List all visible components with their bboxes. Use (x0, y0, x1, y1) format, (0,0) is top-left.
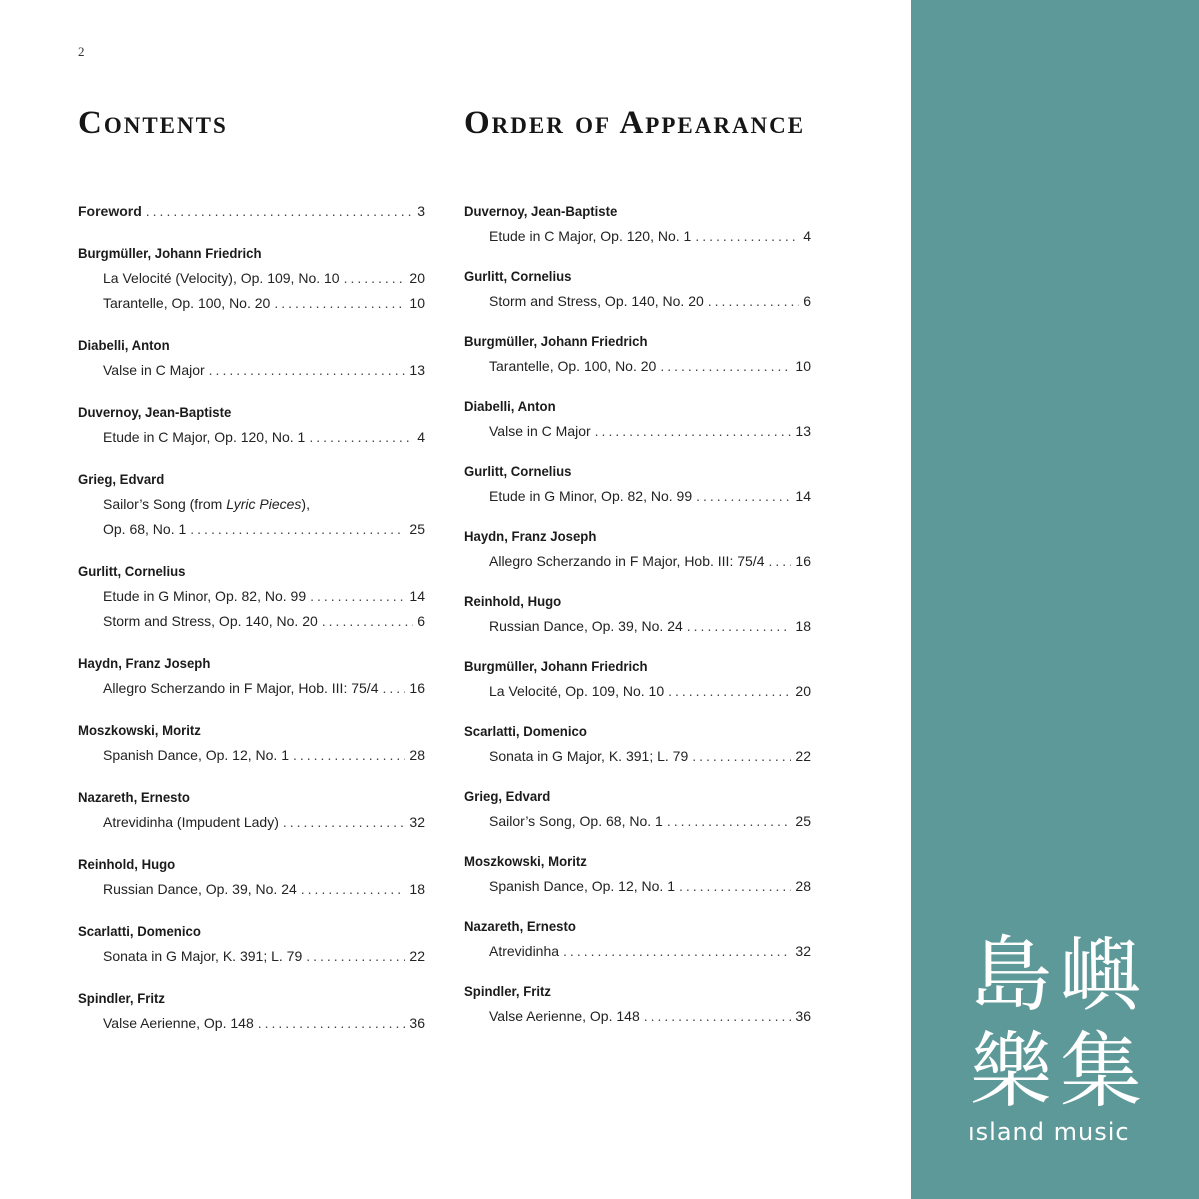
dot-leader (344, 266, 406, 291)
page-ref: 13 (795, 423, 811, 439)
piece-entry (464, 289, 811, 314)
piece-entry (464, 614, 811, 639)
piece-entry (464, 679, 811, 704)
page-ref: 16 (409, 680, 425, 696)
composer-name: Scarlatti, Domenico (464, 723, 587, 739)
piece-title: Sailor’s Song, Op. 68, No. 1 (489, 813, 663, 829)
contents-list (78, 199, 425, 1036)
piece-title: Valse in C Major (489, 423, 591, 439)
piece-entry (78, 676, 425, 701)
page-ref: 6 (417, 613, 425, 629)
piece-title: Spanish Dance, Op. 12, No. 1 (103, 747, 289, 763)
piece-title: Valse Aerienne, Op. 148 (489, 1008, 640, 1024)
piece-title: Op. 68, No. 1 (103, 521, 187, 537)
island-music-logo (966, 928, 1146, 1120)
piece-title: Etude in C Major, Op. 120, No. 1 (489, 228, 692, 244)
piece-entry (78, 291, 425, 316)
logo-wordmark: ısland music (968, 1118, 1130, 1146)
piece-entry (78, 810, 425, 835)
page-ref: 22 (409, 948, 425, 964)
composer-name: Burgmüller, Johann Friedrich (464, 333, 648, 349)
page-ref: 4 (803, 228, 811, 244)
order-of-appearance-heading: Order of Appearance (464, 105, 806, 141)
page-ref: 13 (409, 362, 425, 378)
dot-leader (768, 549, 791, 574)
page-ref: 6 (803, 293, 811, 309)
piece-entry (78, 609, 425, 634)
page-ref: 20 (795, 683, 811, 699)
piece-entry (78, 266, 425, 291)
piece-title: Russian Dance, Op. 39, No. 24 (103, 881, 297, 897)
piece-entry (464, 1004, 811, 1029)
dot-leader (382, 676, 405, 701)
piece-title: Valse in C Major (103, 362, 205, 378)
piece-title: Etude in G Minor, Op. 82, No. 99 (489, 488, 693, 504)
piece-entry (464, 939, 811, 964)
dot-leader (301, 877, 406, 902)
dot-leader (258, 1011, 406, 1036)
page-ref: 18 (409, 881, 425, 897)
piece-entry (464, 224, 811, 249)
piece-entry (464, 549, 811, 574)
piece-title: Storm and Stress, Op. 140, No. 20 (103, 613, 318, 629)
foreword-label: Foreword (78, 203, 142, 219)
composer-name: Haydn, Franz Joseph (464, 528, 597, 544)
dot-leader (563, 939, 791, 964)
piece-entry (464, 484, 811, 509)
dot-leader (274, 291, 405, 316)
piece-entry (78, 492, 425, 517)
page-ref: 32 (795, 943, 811, 959)
dot-leader (660, 354, 791, 379)
piece-title: Sailor’s Song (from Lyric Pieces), (103, 496, 310, 512)
composer-name: Spindler, Fritz (78, 990, 166, 1006)
page-ref: 16 (795, 553, 811, 569)
piece-title: Atrevidinha (Impudent Lady) (103, 814, 279, 830)
piece-entry-continued (78, 517, 425, 542)
dot-leader (696, 484, 791, 509)
dot-leader (687, 614, 792, 639)
page-ref: 22 (795, 748, 811, 764)
piece-entry (78, 358, 425, 383)
logo-char: 島 (969, 928, 1052, 1023)
page-ref: 28 (409, 747, 425, 763)
composer-name: Reinhold, Hugo (78, 856, 176, 872)
page-ref: 25 (409, 521, 425, 537)
composer-name: Burgmüller, Johann Friedrich (78, 245, 262, 261)
piece-entry (78, 425, 425, 450)
page-ref: 18 (795, 618, 811, 634)
piece-title: Allegro Scherzando in F Major, Hob. III: 75/4 (103, 680, 379, 696)
contents-heading: Contents (78, 105, 228, 141)
dot-leader (293, 743, 405, 768)
dot-leader (695, 224, 799, 249)
dot-leader (668, 679, 791, 704)
composer-name: Reinhold, Hugo (464, 593, 562, 609)
piece-entry (464, 354, 811, 379)
piece-entry (78, 1011, 425, 1036)
logo-char: 嶼 (1059, 928, 1142, 1023)
piece-title: Spanish Dance, Op. 12, No. 1 (489, 878, 675, 894)
piece-entry (78, 743, 425, 768)
piece-title: Tarantelle, Op. 100, No. 20 (489, 358, 657, 374)
order-of-appearance-list (464, 199, 811, 1029)
piece-title: Atrevidinha (489, 943, 560, 959)
piece-entry (464, 419, 811, 444)
dot-leader (146, 199, 413, 224)
composer-name: Nazareth, Ernesto (78, 789, 190, 805)
page-ref: 4 (417, 429, 425, 445)
page-ref: 14 (795, 488, 811, 504)
page-ref: 36 (795, 1008, 811, 1024)
page-ref: 10 (409, 295, 425, 311)
composer-name: Duvernoy, Jean-Baptiste (464, 203, 618, 219)
composer-name: Gurlitt, Cornelius (464, 268, 572, 284)
piece-title: Tarantelle, Op. 100, No. 20 (103, 295, 271, 311)
page-ref: 14 (409, 588, 425, 604)
piece-title: Sonata in G Major, K. 391; L. 79 (489, 748, 689, 764)
piece-title: Storm and Stress, Op. 140, No. 20 (489, 293, 704, 309)
page-ref: 3 (417, 203, 425, 219)
composer-name: Nazareth, Ernesto (464, 918, 576, 934)
composer-name: Gurlitt, Cornelius (464, 463, 572, 479)
dot-leader (310, 584, 405, 609)
piece-title: Sonata in G Major, K. 391; L. 79 (103, 948, 303, 964)
composer-name: Duvernoy, Jean-Baptiste (78, 404, 232, 420)
composer-name: Spindler, Fritz (464, 983, 552, 999)
composer-name: Diabelli, Anton (464, 398, 556, 414)
foreword-entry (78, 199, 425, 224)
dot-leader (209, 358, 406, 383)
composer-name: Scarlatti, Domenico (78, 923, 201, 939)
dot-leader (190, 517, 405, 542)
dot-leader (644, 1004, 792, 1029)
dot-leader (306, 944, 405, 969)
piece-title: Etude in C Major, Op. 120, No. 1 (103, 429, 306, 445)
piece-entry (464, 744, 811, 769)
dot-leader (309, 425, 413, 450)
page-ref: 36 (409, 1015, 425, 1031)
page-ref: 25 (795, 813, 811, 829)
piece-title: Etude in G Minor, Op. 82, No. 99 (103, 588, 307, 604)
piece-entry (78, 944, 425, 969)
logo-char: 集 (1059, 1024, 1142, 1119)
dot-leader (679, 874, 791, 899)
composer-name: Haydn, Franz Joseph (78, 655, 211, 671)
dot-leader (708, 289, 799, 314)
dot-leader (667, 809, 792, 834)
piece-entry (78, 584, 425, 609)
piece-title: Allegro Scherzando in F Major, Hob. III: 75/4 (489, 553, 765, 569)
piece-entry (78, 877, 425, 902)
piece-title: La Velocité (Velocity), Op. 109, No. 10 (103, 270, 340, 286)
dot-leader (322, 609, 413, 634)
page-ref: 28 (795, 878, 811, 894)
page-number: 2 (78, 44, 85, 59)
piece-title: La Velocité, Op. 109, No. 10 (489, 683, 665, 699)
composer-name: Grieg, Edvard (78, 471, 165, 487)
composer-name: Moszkowski, Moritz (78, 722, 201, 738)
piece-entry (464, 809, 811, 834)
dot-leader (283, 810, 406, 835)
composer-name: Gurlitt, Cornelius (78, 563, 186, 579)
piece-title: Russian Dance, Op. 39, No. 24 (489, 618, 683, 634)
piece-entry (464, 874, 811, 899)
composer-name: Diabelli, Anton (78, 337, 170, 353)
composer-name: Burgmüller, Johann Friedrich (464, 658, 648, 674)
composer-name: Grieg, Edvard (464, 788, 551, 804)
logo-char: 樂 (969, 1024, 1052, 1119)
composer-name: Moszkowski, Moritz (464, 853, 587, 869)
piece-title: Valse Aerienne, Op. 148 (103, 1015, 254, 1031)
page-ref: 10 (795, 358, 811, 374)
page-ref: 32 (409, 814, 425, 830)
page-ref: 20 (409, 270, 425, 286)
dot-leader (692, 744, 791, 769)
dot-leader (595, 419, 792, 444)
